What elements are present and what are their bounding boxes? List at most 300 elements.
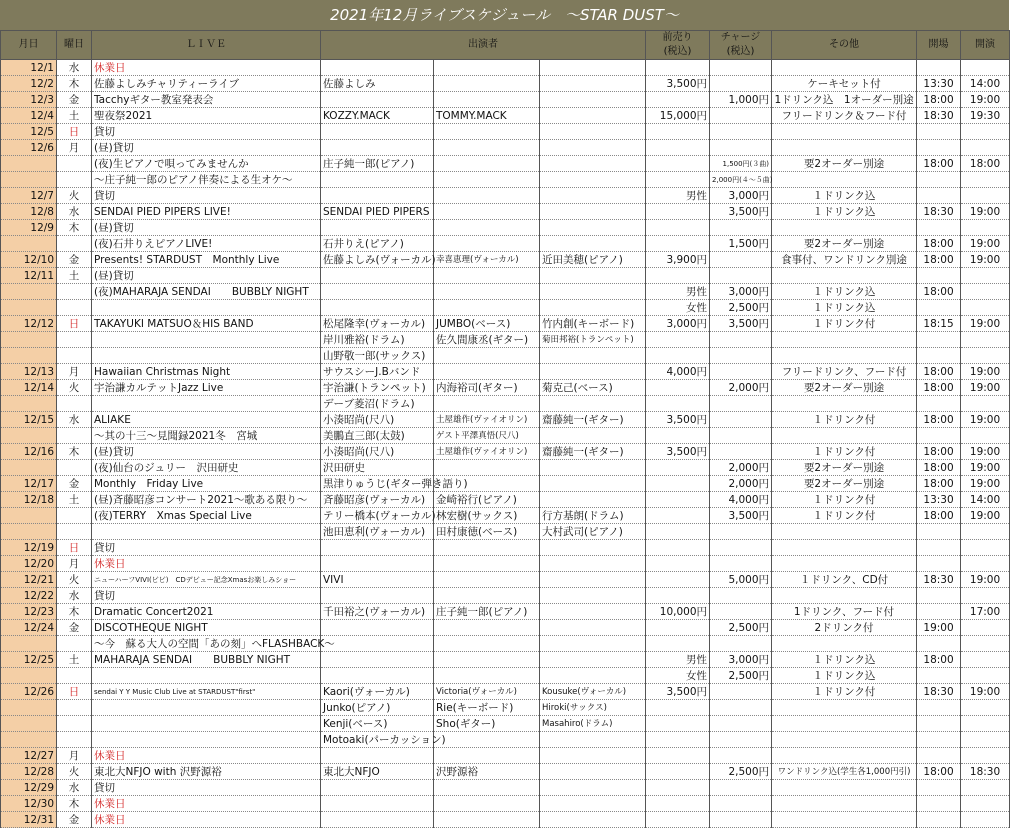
- cell-advance: [646, 700, 710, 716]
- cell-other: １ドリンク、CD付: [772, 572, 917, 588]
- cell-weekday: [57, 700, 92, 716]
- cell-other: １ドリンク付: [772, 316, 917, 332]
- cell-charge: 3,000円: [710, 652, 772, 668]
- cell-open: [917, 812, 961, 828]
- cell-weekday: 金: [57, 92, 92, 108]
- cell-charge: 5,000円: [710, 572, 772, 588]
- cell-start: 14:00: [961, 76, 1010, 92]
- cell-start: [961, 172, 1010, 188]
- cell-other: [772, 588, 917, 604]
- cell-start: [961, 748, 1010, 764]
- cell-performer-1: デーブ菱沼(ドラム): [321, 396, 434, 412]
- cell-advance: [646, 236, 710, 252]
- cell-performer-1: [321, 188, 434, 204]
- cell-start: 14:00: [961, 492, 1010, 508]
- table-row: [1, 748, 1010, 764]
- cell-start: 19:00: [961, 476, 1010, 492]
- cell-other: １ドリンク付: [772, 492, 917, 508]
- cell-other: [772, 524, 917, 540]
- cell-open: 19:00: [917, 620, 961, 636]
- cell-advance: [646, 524, 710, 540]
- cell-other: フリードリンク＆フード付: [772, 108, 917, 124]
- cell-advance: [646, 92, 710, 108]
- header-start: 開演: [961, 31, 1010, 60]
- cell-start: [961, 620, 1010, 636]
- cell-live: 東北大NFJO with 沢野源裕: [92, 764, 321, 780]
- cell-performer-1: 庄子純一郎(ピアノ): [321, 156, 434, 172]
- cell-start: [961, 188, 1010, 204]
- cell-open: [917, 300, 961, 316]
- table-row: [1, 700, 1010, 716]
- cell-advance: 3,900円: [646, 252, 710, 268]
- cell-start: 19:00: [961, 204, 1010, 220]
- cell-start: [961, 732, 1010, 748]
- cell-date: 12/29: [1, 780, 57, 796]
- cell-date: 12/10: [1, 252, 57, 268]
- cell-performer-3: [540, 428, 646, 444]
- cell-performer-1: 松尾隆幸(ヴォーカル): [321, 316, 434, 332]
- cell-weekday: [57, 508, 92, 524]
- cell-date: 12/24: [1, 620, 57, 636]
- cell-performer-3: [540, 652, 646, 668]
- cell-advance: 男性: [646, 284, 710, 300]
- cell-open: [917, 700, 961, 716]
- cell-live: Hawaiian Christmas Night: [92, 364, 321, 380]
- cell-performer-2: TOMMY.MACK: [434, 108, 540, 124]
- cell-advance: [646, 332, 710, 348]
- cell-weekday: 火: [57, 572, 92, 588]
- cell-weekday: [57, 300, 92, 316]
- cell-other: [772, 556, 917, 572]
- cell-performer-2: Sho(ギター): [434, 716, 540, 732]
- cell-weekday: 木: [57, 444, 92, 460]
- cell-performer-3: [540, 556, 646, 572]
- cell-start: 19:00: [961, 684, 1010, 700]
- cell-performer-1: 沢田研史: [321, 460, 434, 476]
- cell-live: Presents! STARDUST Monthly Live: [92, 252, 321, 268]
- cell-other: 1ドリンク、フード付: [772, 604, 917, 620]
- cell-start: [961, 396, 1010, 412]
- cell-performer-1: [321, 92, 434, 108]
- cell-date: 12/7: [1, 188, 57, 204]
- cell-advance: [646, 764, 710, 780]
- cell-weekday: [57, 236, 92, 252]
- cell-date: 12/4: [1, 108, 57, 124]
- cell-advance: 男性: [646, 652, 710, 668]
- cell-date: [1, 236, 57, 252]
- cell-weekday: 日: [57, 540, 92, 556]
- cell-performer-1: [321, 812, 434, 828]
- cell-weekday: 木: [57, 604, 92, 620]
- cell-charge: [710, 364, 772, 380]
- cell-open: 18:00: [917, 236, 961, 252]
- cell-performer-2: [434, 156, 540, 172]
- cell-performer-1: サウスシーJ.Bバンド: [321, 364, 434, 380]
- cell-other: １ドリンク込: [772, 284, 917, 300]
- cell-performer-1: Junko(ピアノ): [321, 700, 434, 716]
- cell-performer-3: [540, 764, 646, 780]
- cell-advance: 3,000円: [646, 316, 710, 332]
- cell-charge: [710, 252, 772, 268]
- cell-open: 18:00: [917, 284, 961, 300]
- cell-performer-3: [540, 812, 646, 828]
- cell-performer-3: [540, 348, 646, 364]
- cell-other: １ドリンク付: [772, 684, 917, 700]
- cell-open: [917, 668, 961, 684]
- cell-live: 貸切: [92, 124, 321, 140]
- cell-date: 12/9: [1, 220, 57, 236]
- cell-performer-2: [434, 76, 540, 92]
- cell-performer-3: [540, 636, 646, 652]
- cell-date: 12/19: [1, 540, 57, 556]
- cell-date: 12/28: [1, 764, 57, 780]
- cell-date: 12/12: [1, 316, 57, 332]
- cell-charge: [710, 812, 772, 828]
- cell-performer-3: [540, 476, 646, 492]
- cell-performer-3: [540, 748, 646, 764]
- header-charge: チャージ (税込): [710, 31, 772, 60]
- cell-charge: [710, 524, 772, 540]
- cell-performer-1: [321, 140, 434, 156]
- cell-date: 12/3: [1, 92, 57, 108]
- cell-advance: [646, 540, 710, 556]
- table-row: [1, 92, 1010, 108]
- cell-performer-3: [540, 396, 646, 412]
- cell-weekday: [57, 332, 92, 348]
- cell-performer-3: [540, 156, 646, 172]
- cell-performer-3: [540, 668, 646, 684]
- cell-live: 貸切: [92, 780, 321, 796]
- header-other: その他: [772, 31, 917, 60]
- cell-live: (昼)斉藤昭彦コンサート2021～歌ある限り～: [92, 492, 321, 508]
- cell-start: [961, 348, 1010, 364]
- cell-weekday: 土: [57, 652, 92, 668]
- cell-weekday: 月: [57, 748, 92, 764]
- cell-performer-1: SENDAI PIED PIPERS: [321, 204, 434, 220]
- cell-other: [772, 220, 917, 236]
- cell-performer-3: [540, 492, 646, 508]
- table-row: [1, 636, 1010, 652]
- cell-start: [961, 332, 1010, 348]
- cell-charge: 2,000円(４～５曲): [710, 172, 772, 188]
- cell-performer-2: 内海裕司(ギター): [434, 380, 540, 396]
- cell-advance: [646, 796, 710, 812]
- cell-charge: [710, 444, 772, 460]
- table-row: [1, 524, 1010, 540]
- cell-performer-2: [434, 668, 540, 684]
- cell-weekday: 土: [57, 268, 92, 284]
- cell-performer-2: [434, 268, 540, 284]
- cell-advance: [646, 476, 710, 492]
- cell-live: [92, 732, 321, 748]
- cell-other: [772, 716, 917, 732]
- cell-live: Dramatic Concert2021: [92, 604, 321, 620]
- cell-performer-2: [434, 652, 540, 668]
- cell-performer-3: 行方基朗(ドラム): [540, 508, 646, 524]
- cell-weekday: 日: [57, 316, 92, 332]
- cell-other: [772, 732, 917, 748]
- table-row: [1, 796, 1010, 812]
- cell-charge: [710, 780, 772, 796]
- cell-start: [961, 716, 1010, 732]
- cell-start: 18:30: [961, 764, 1010, 780]
- cell-date: 12/6: [1, 140, 57, 156]
- cell-weekday: 金: [57, 476, 92, 492]
- table-row: [1, 396, 1010, 412]
- cell-performer-2: 佐久間康丞(ギター): [434, 332, 540, 348]
- cell-start: [961, 812, 1010, 828]
- table-row: [1, 620, 1010, 636]
- cell-open: [917, 188, 961, 204]
- cell-weekday: 土: [57, 108, 92, 124]
- cell-charge: [710, 140, 772, 156]
- cell-performer-1: [321, 220, 434, 236]
- cell-charge: [710, 540, 772, 556]
- cell-start: 19:00: [961, 412, 1010, 428]
- cell-start: [961, 140, 1010, 156]
- cell-advance: [646, 732, 710, 748]
- cell-start: [961, 284, 1010, 300]
- cell-live: (昼)貸切: [92, 444, 321, 460]
- cell-start: [961, 636, 1010, 652]
- cell-open: [917, 172, 961, 188]
- cell-date: 12/8: [1, 204, 57, 220]
- cell-weekday: [57, 460, 92, 476]
- cell-weekday: [57, 716, 92, 732]
- cell-advance: 4,000円: [646, 364, 710, 380]
- cell-open: [917, 556, 961, 572]
- cell-live: 貸切: [92, 188, 321, 204]
- cell-charge: 3,000円: [710, 284, 772, 300]
- table-row: [1, 108, 1010, 124]
- cell-live: sendai Y Y Music Club Live at STARDUST"first": [92, 684, 321, 700]
- cell-performer-3: 齋藤純一(ギター): [540, 412, 646, 428]
- cell-live: [92, 700, 321, 716]
- cell-performer-2: [434, 188, 540, 204]
- cell-performer-1: 黒津りゅうじ(ギター弾き語り): [321, 476, 434, 492]
- cell-performer-2: [434, 812, 540, 828]
- cell-start: [961, 668, 1010, 684]
- table-row: [1, 732, 1010, 748]
- cell-open: 18:00: [917, 252, 961, 268]
- cell-start: 19:00: [961, 236, 1010, 252]
- cell-start: [961, 220, 1010, 236]
- cell-start: 19:00: [961, 508, 1010, 524]
- cell-performer-2: [434, 588, 540, 604]
- table-row: [1, 60, 1010, 76]
- cell-performer-1: [321, 172, 434, 188]
- table-row: [1, 588, 1010, 604]
- cell-performer-2: [434, 236, 540, 252]
- cell-live: 貸切: [92, 588, 321, 604]
- cell-other: １ドリンク込: [772, 668, 917, 684]
- cell-weekday: [57, 396, 92, 412]
- cell-advance: [646, 396, 710, 412]
- cell-weekday: [57, 156, 92, 172]
- cell-advance: [646, 748, 710, 764]
- cell-live: [92, 524, 321, 540]
- cell-open: 18:00: [917, 380, 961, 396]
- cell-advance: [646, 172, 710, 188]
- cell-live: (夜)生ピアノで唄ってみませんか: [92, 156, 321, 172]
- table-row: [1, 412, 1010, 428]
- cell-live: ALIAKE: [92, 412, 321, 428]
- cell-advance: [646, 716, 710, 732]
- cell-performer-2: [434, 220, 540, 236]
- cell-other: [772, 140, 917, 156]
- cell-open: [917, 796, 961, 812]
- cell-date: [1, 700, 57, 716]
- cell-weekday: 水: [57, 588, 92, 604]
- cell-performer-2: 土屋雄作(ヴァイオリン): [434, 412, 540, 428]
- cell-advance: [646, 460, 710, 476]
- cell-open: 18:30: [917, 204, 961, 220]
- cell-weekday: 火: [57, 380, 92, 396]
- cell-performer-1: Motoaki(パーカッション): [321, 732, 434, 748]
- table-row: [1, 812, 1010, 828]
- cell-advance: 3,500円: [646, 412, 710, 428]
- cell-live: TAKAYUKI MATSUO＆HIS BAND: [92, 316, 321, 332]
- cell-performer-3: [540, 92, 646, 108]
- cell-other: [772, 700, 917, 716]
- cell-date: 12/23: [1, 604, 57, 620]
- cell-charge: 4,000円: [710, 492, 772, 508]
- cell-open: [917, 348, 961, 364]
- cell-other: １ドリンク込: [772, 300, 917, 316]
- cell-open: [917, 604, 961, 620]
- cell-live: 宇治謙カルテットJazz Live: [92, 380, 321, 396]
- cell-performer-1: 美鵬直三郎(太鼓): [321, 428, 434, 444]
- table-row: [1, 604, 1010, 620]
- cell-performer-1: [321, 748, 434, 764]
- cell-open: 13:30: [917, 76, 961, 92]
- cell-other: 要2オーダー別途: [772, 380, 917, 396]
- table-row: [1, 428, 1010, 444]
- cell-other: １ドリンク付: [772, 508, 917, 524]
- cell-performer-1: [321, 124, 434, 140]
- cell-performer-2: Victoria(ヴォーカル): [434, 684, 540, 700]
- table-row: [1, 540, 1010, 556]
- cell-charge: [710, 636, 772, 652]
- cell-charge: 3,500円: [710, 316, 772, 332]
- cell-performer-3: [540, 60, 646, 76]
- cell-performer-1: 石井りえ(ピアノ): [321, 236, 434, 252]
- cell-weekday: [57, 172, 92, 188]
- table-row: [1, 188, 1010, 204]
- cell-performer-2: [434, 620, 540, 636]
- cell-performer-2: 庄子純一郎(ピアノ): [434, 604, 540, 620]
- cell-advance: [646, 572, 710, 588]
- cell-performer-2: 金崎裕行(ピアノ): [434, 492, 540, 508]
- cell-weekday: [57, 636, 92, 652]
- cell-performer-3: [540, 604, 646, 620]
- cell-start: 19:30: [961, 108, 1010, 124]
- cell-advance: [646, 428, 710, 444]
- cell-weekday: [57, 284, 92, 300]
- cell-charge: 1,000円: [710, 92, 772, 108]
- cell-performer-3: [540, 732, 646, 748]
- cell-charge: [710, 396, 772, 412]
- cell-weekday: 木: [57, 796, 92, 812]
- cell-performer-2: [434, 780, 540, 796]
- cell-start: 19:00: [961, 252, 1010, 268]
- cell-date: [1, 636, 57, 652]
- cell-charge: [710, 700, 772, 716]
- cell-performer-2: 沢野源裕: [434, 764, 540, 780]
- cell-start: 17:00: [961, 604, 1010, 620]
- cell-open: 18:00: [917, 764, 961, 780]
- cell-performer-2: [434, 348, 540, 364]
- cell-date: 12/2: [1, 76, 57, 92]
- cell-advance: [646, 140, 710, 156]
- cell-start: [961, 540, 1010, 556]
- cell-performer-2: 土屋雄作(ヴァイオリン): [434, 444, 540, 460]
- cell-performer-1: 佐藤よしみ(ヴォーカル): [321, 252, 434, 268]
- cell-live: 休業日: [92, 812, 321, 828]
- cell-live: Monthly Friday Live: [92, 476, 321, 492]
- cell-advance: [646, 60, 710, 76]
- cell-open: 18:30: [917, 684, 961, 700]
- cell-open: [917, 124, 961, 140]
- cell-performer-1: KOZZY.MACK: [321, 108, 434, 124]
- cell-weekday: 火: [57, 764, 92, 780]
- cell-open: [917, 396, 961, 412]
- cell-start: [961, 124, 1010, 140]
- cell-date: 12/21: [1, 572, 57, 588]
- cell-weekday: 水: [57, 60, 92, 76]
- cell-open: [917, 524, 961, 540]
- cell-charge: [710, 748, 772, 764]
- table-row: [1, 300, 1010, 316]
- cell-open: 18:30: [917, 108, 961, 124]
- table-row: [1, 268, 1010, 284]
- cell-performer-1: テリー橋本(ヴォーカル): [321, 508, 434, 524]
- cell-performer-3: [540, 204, 646, 220]
- table-row: [1, 204, 1010, 220]
- table-row: [1, 460, 1010, 476]
- cell-performer-3: [540, 268, 646, 284]
- cell-advance: [646, 780, 710, 796]
- cell-date: [1, 156, 57, 172]
- cell-charge: 3,500円: [710, 508, 772, 524]
- cell-start: 19:00: [961, 460, 1010, 476]
- cell-live: (夜)TERRY Xmas Special Live: [92, 508, 321, 524]
- cell-open: [917, 540, 961, 556]
- cell-other: [772, 428, 917, 444]
- cell-performer-1: 小湊昭尚(尺八): [321, 444, 434, 460]
- cell-date: 12/27: [1, 748, 57, 764]
- table-row: [1, 716, 1010, 732]
- cell-advance: [646, 556, 710, 572]
- cell-date: 12/18: [1, 492, 57, 508]
- cell-weekday: 火: [57, 188, 92, 204]
- cell-live: DISCOTHEQUE NIGHT: [92, 620, 321, 636]
- header-weekday: 曜日: [57, 31, 92, 60]
- cell-performer-3: 竹内創(キーボード): [540, 316, 646, 332]
- cell-charge: [710, 348, 772, 364]
- cell-charge: [710, 684, 772, 700]
- cell-advance: [646, 380, 710, 396]
- cell-advance: 15,000円: [646, 108, 710, 124]
- cell-performer-1: 小湊昭尚(尺八): [321, 412, 434, 428]
- cell-other: [772, 60, 917, 76]
- cell-performer-3: [540, 796, 646, 812]
- cell-open: 18:00: [917, 460, 961, 476]
- cell-performer-3: Hiroki(サックス): [540, 700, 646, 716]
- cell-advance: 3,500円: [646, 444, 710, 460]
- cell-live: ～今 蘇る大人の空間「あの刻」へFLASHBACK～: [92, 636, 321, 652]
- table-row: [1, 668, 1010, 684]
